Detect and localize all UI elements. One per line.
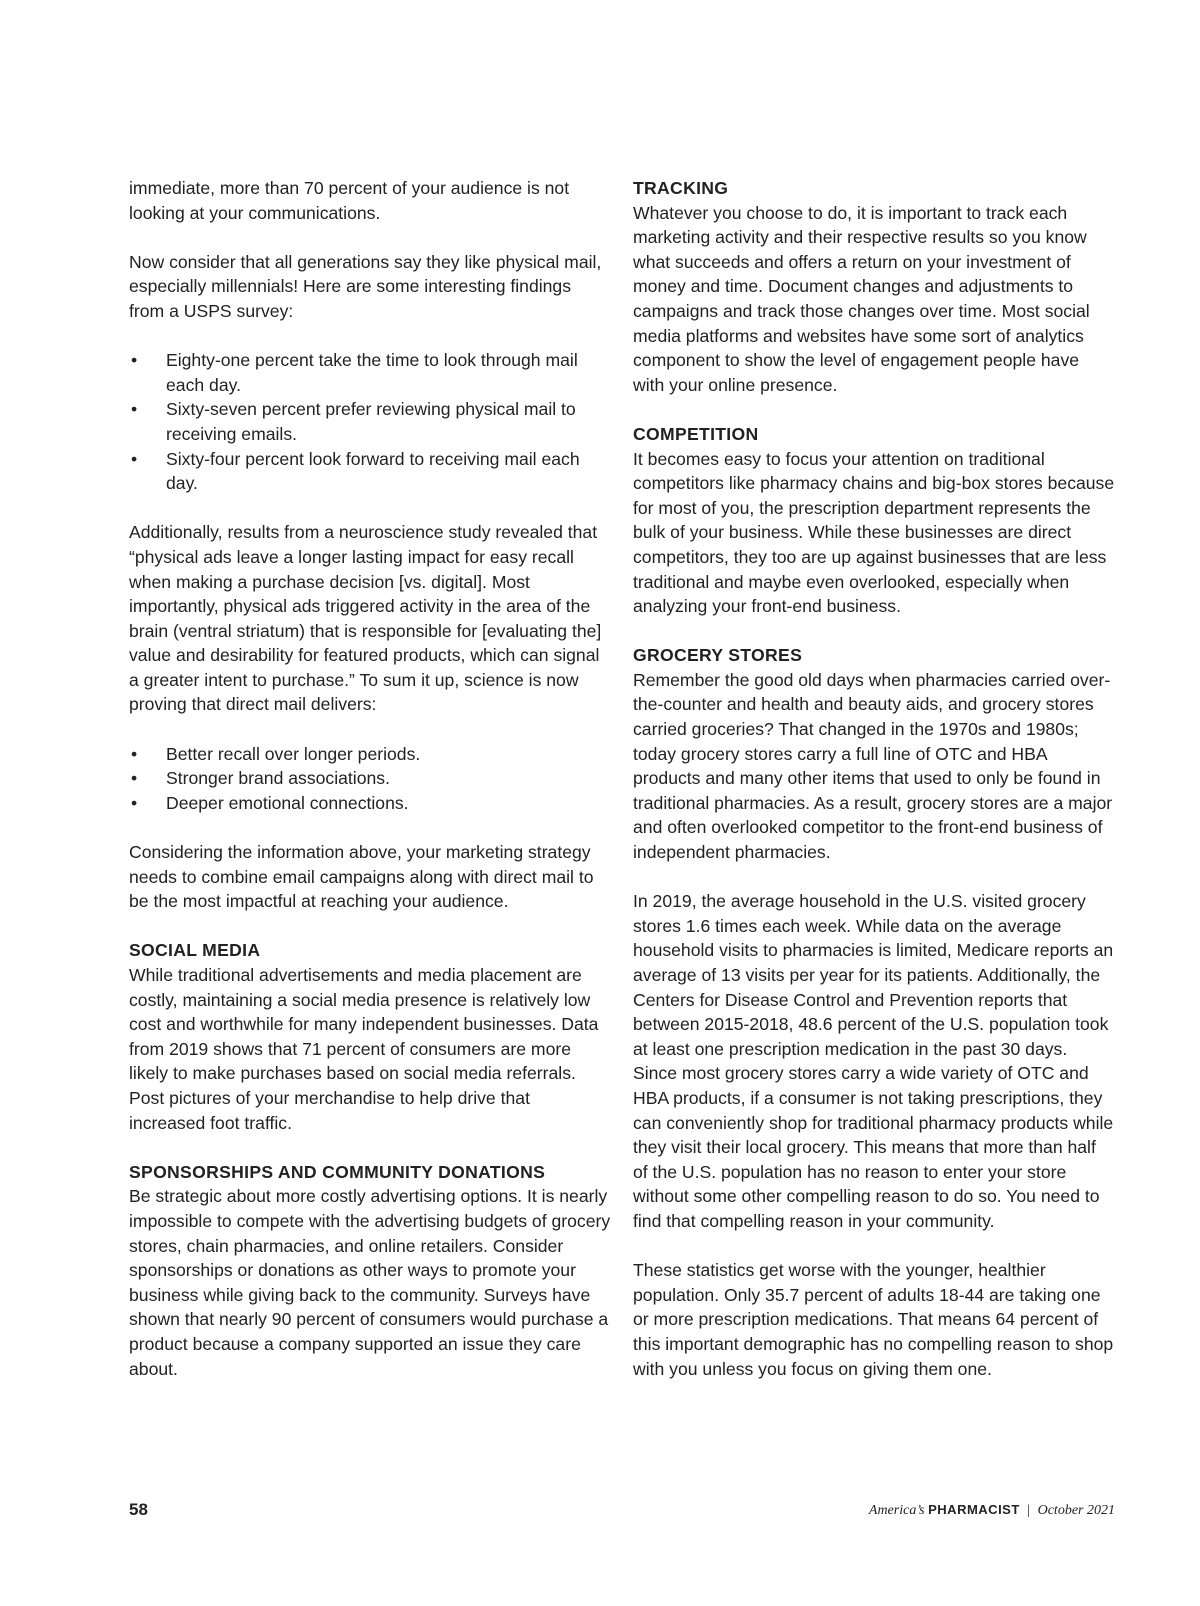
paragraph: Remember the good old days when pharmacies carried over-the-counter and health and beauty aids, and grocery stores carried groceries? That changed in the 1970s and 1980s; today grocery stores carry a full line of OTC and HBA products and many other items that used to only be found in traditional pharmacies. As a result, grocery stores are a major and often overlooked competitor to the front-end business of independent pharmacies.: [633, 669, 1113, 863]
paragraph: Now consider that all generations say they like physical mail, especially millennials! Here are some interesting findings from a USPS survey:: [129, 251, 602, 321]
section-heading-tracking: TRACKING: [633, 178, 729, 198]
list-item: • Better recall over longer periods.: [129, 742, 611, 767]
section-heading-grocery-stores: GROCERY STORES: [633, 645, 803, 666]
issue-date: October 2021: [1037, 1503, 1115, 1518]
survey-bullet-list: [129, 348, 611, 496]
paragraph: Whatever you choose to do, it is important to track each marketing activity and their respective results so you know what succeeds and offers a return on your investment of money and time. Document changes and adjustments to campaigns and track those changes over time. Most social media platforms and websites have some sort of analytics component to show the level of engagement people have with your online presence.: [633, 202, 1090, 395]
left-column: [129, 176, 611, 1406]
section-heading-sponsorships: SPONSORSHIPS AND COMMUNITY DONATIONS: [129, 1161, 546, 1182]
magazine-credit: [869, 1502, 1115, 1519]
paragraph: These statistics get worse with the younger, healthier population. Only 35.7 percent of adults 18-44 are taking one or more prescription medications. That means 64 percent of this important demographic has no compelling reason to shop with you unless you focus on giving them one.: [633, 1260, 1114, 1379]
section-heading-social-media: SOCIAL MEDIA: [129, 940, 261, 961]
direct-mail-bullet-list: [129, 742, 611, 816]
paragraph: In 2019, the average household in the U.S. visited grocery stores 1.6 times each week. While data on the average household visits to pharmacies is limited, Medicare reports an average of 13 visits per year for its patients. Additionally, the Centers for Disease Control and Prevention reports that between 2015-2018, 48.6 percent of the U.S. population took at least one prescription medication in the past 30 days. Since most grocery stores carry a wide variety of OTC and HBA products, if a consumer is not taking prescriptions, they can conveniently shop for traditional pharmacy products while they visit their local grocery. This means that more than half of the U.S. population has no reason to enter your store without some other compelling reason to do so. You need to find that compelling reason in your community.: [633, 891, 1114, 1231]
page-number: 58: [129, 1500, 148, 1519]
paragraph: immediate, more than 70 percent of your audience is not looking at your communications.: [129, 178, 570, 223]
list-item: • Sixty-four percent look forward to receiving mail each day.: [129, 447, 611, 496]
magazine-brand: PHARMACIST: [928, 1502, 1020, 1517]
page-footer: [129, 1500, 1115, 1526]
paragraph: While traditional advertisements and media placement are costly, maintaining a social media presence is relatively low cost and worthwhile for many independent businesses. Data from 2019 shows that 71 percent of consumers are more likely to make purchases based on social media referrals. Post pictures of your merchandise to help drive that increased foot traffic.: [129, 965, 599, 1133]
paragraph: Considering the information above, your marketing strategy needs to combine email campaigns along with direct mail to be the most impactful at reaching your audience.: [129, 842, 594, 912]
paragraph: Additionally, results from a neuroscience study revealed that “physical ads leave a longer lasting impact for easy recall when making a purchase decision [vs. digital]. Most importantly, physical ads triggered activity in the area of the brain (ventral striatum) that is responsible for [evaluating the] value and desirability for featured products, which can signal a greater intent to purchase.” To sum it up, science is now proving that direct mail delivers:: [129, 522, 602, 715]
footer-separator: |: [1027, 1503, 1031, 1518]
list-item: • Sixty-seven percent prefer reviewing physical mail to receiving emails.: [129, 397, 611, 446]
magazine-prefix: America’s: [868, 1503, 925, 1518]
list-item: • Eighty-one percent take the time to look through mail each day.: [129, 348, 611, 397]
list-item: • Stronger brand associations.: [129, 766, 611, 791]
list-item: • Deeper emotional connections.: [129, 791, 611, 816]
right-column: [633, 176, 1115, 1406]
paragraph: Be strategic about more costly advertising options. It is nearly impossible to compete with the advertising budgets of grocery stores, chain pharmacies, and online retailers. Consider sponsorships or donations as other ways to promote your business while giving back to the community. Surveys have shown that nearly 90 percent of consumers would purchase a product because a company supported an issue they care about.: [129, 1186, 611, 1379]
section-heading-competition: COMPETITION: [633, 423, 759, 444]
paragraph: It becomes easy to focus your attention on traditional competitors like pharmacy chains and big-box stores because for most of you, the prescription department represents the bulk of your business. While these businesses are direct competitors, they too are up against businesses that are less traditional and maybe even overlooked, especially when analyzing your front-end business.: [633, 448, 1115, 617]
